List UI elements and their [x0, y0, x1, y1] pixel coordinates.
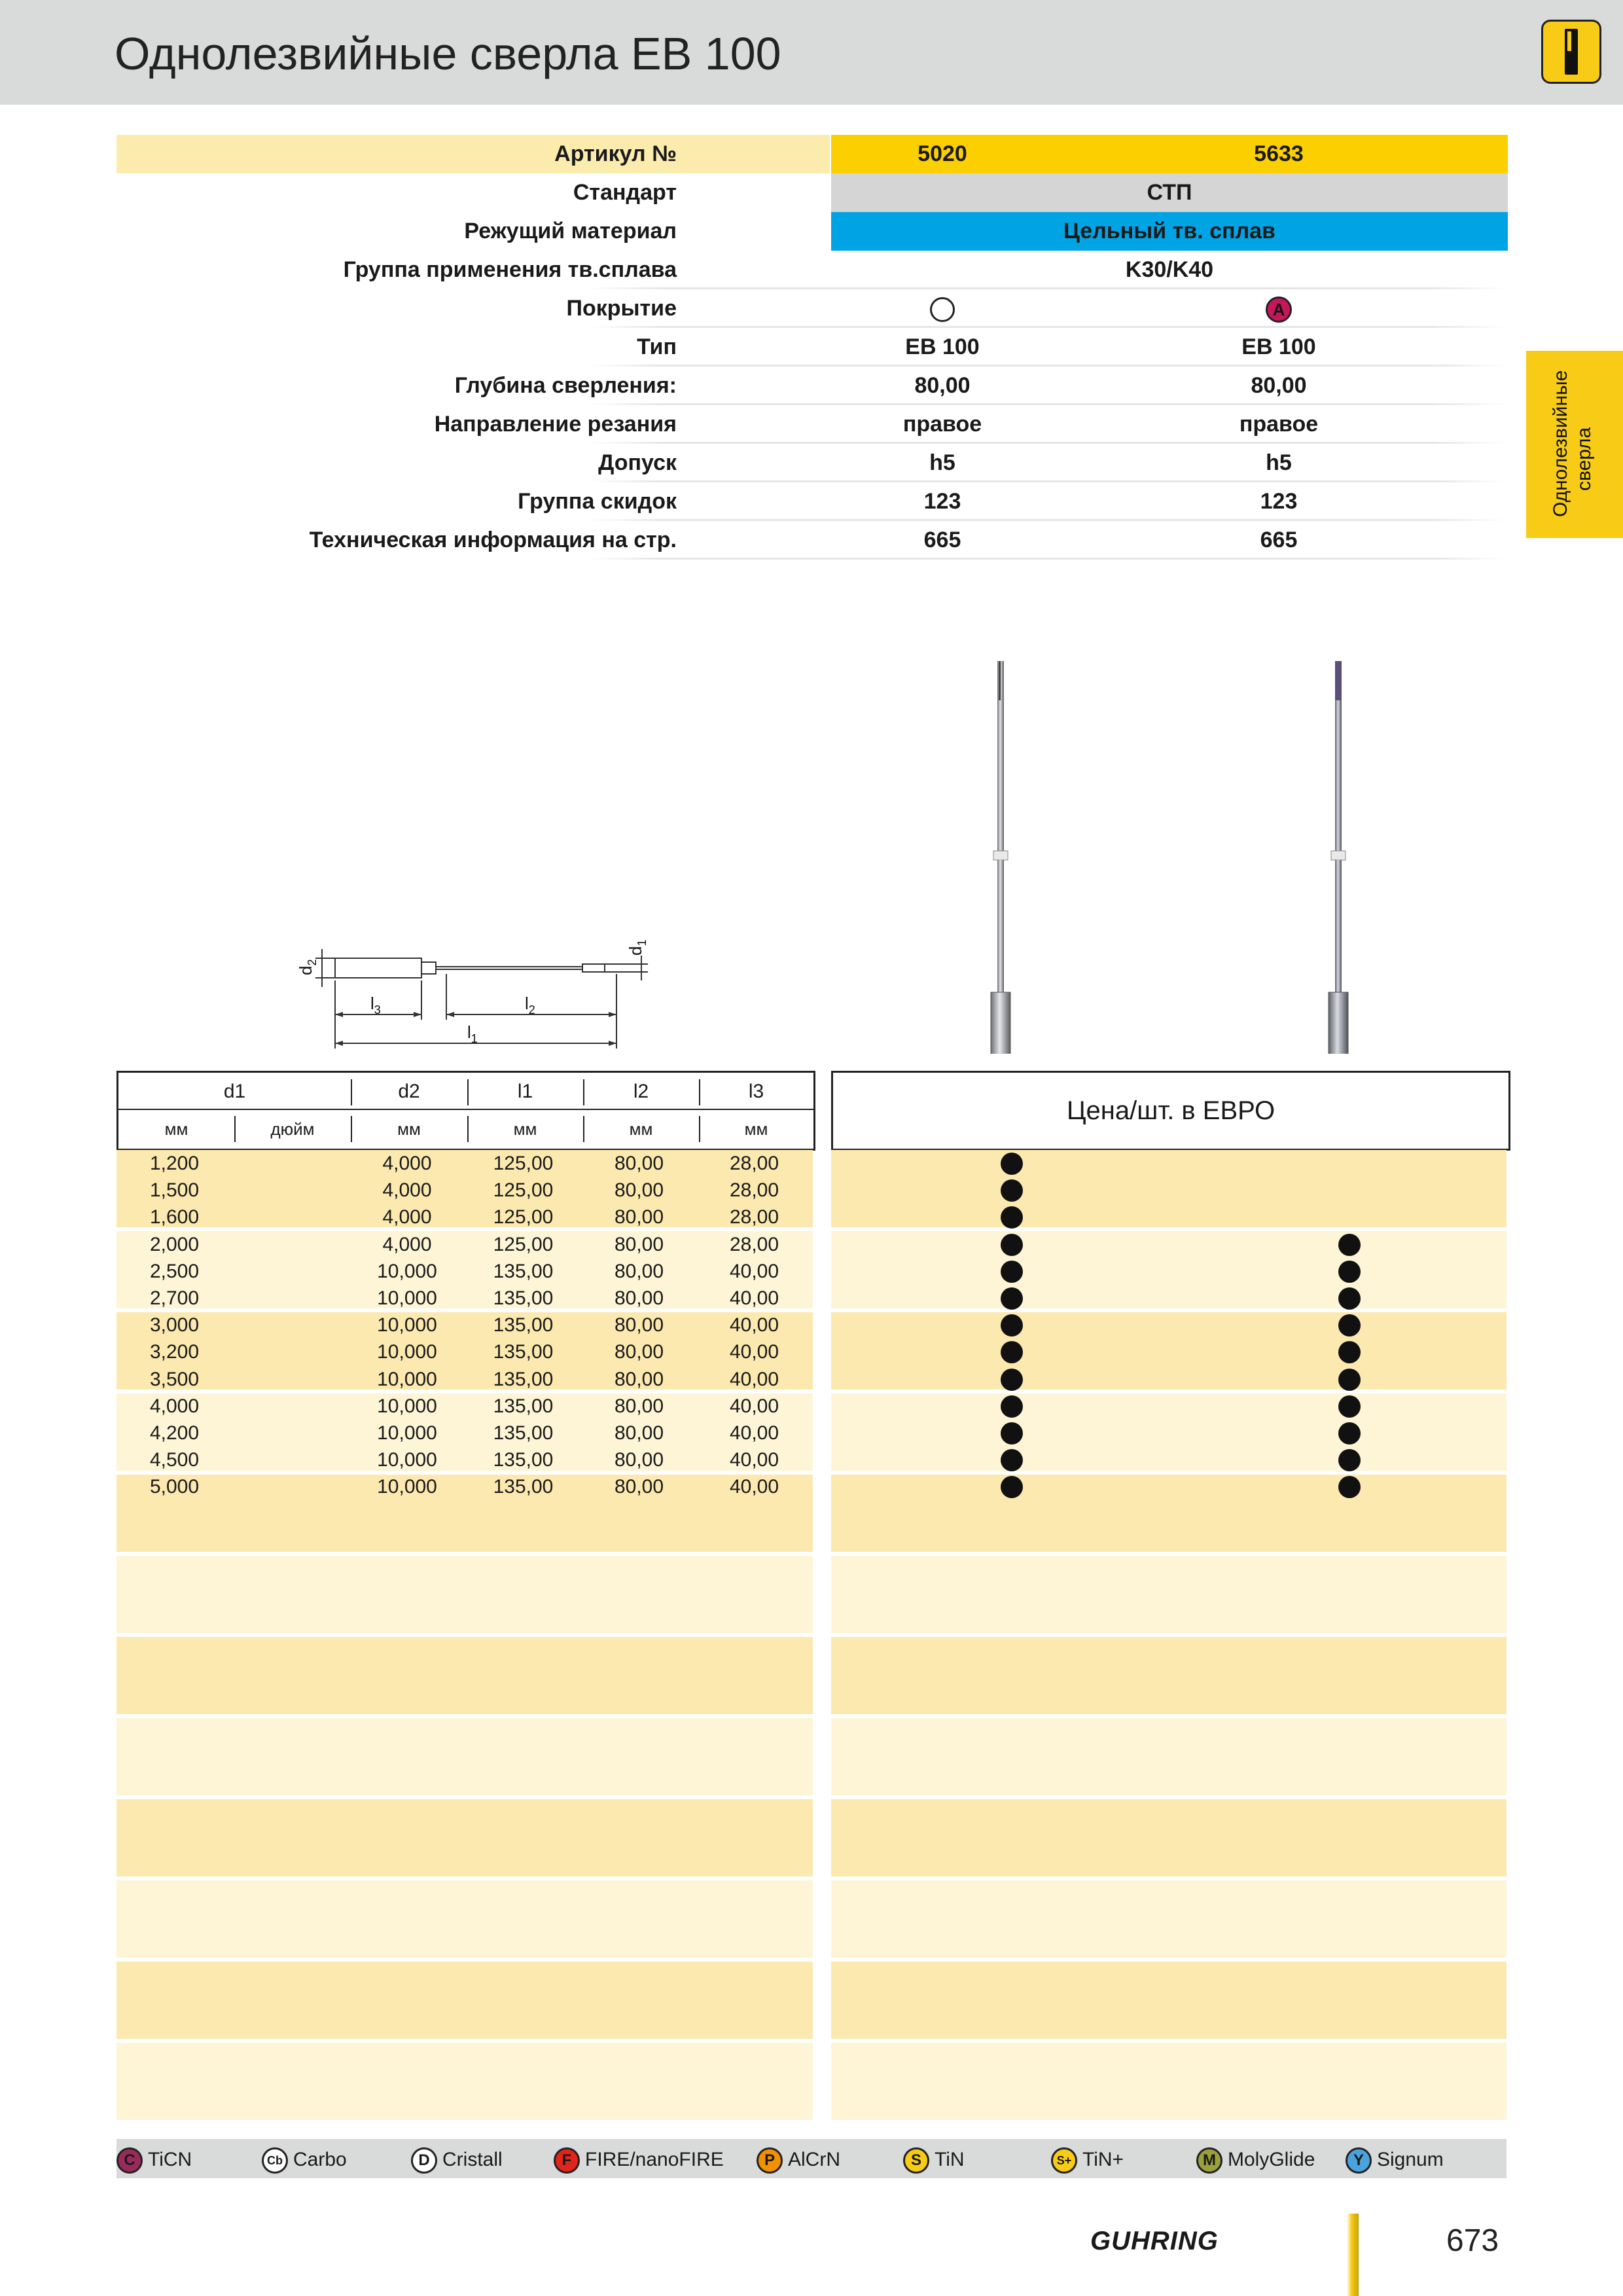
table-band	[116, 1637, 813, 1714]
table-band	[831, 1312, 1507, 1390]
cell-l3: 40,00	[729, 1449, 779, 1471]
price-header	[831, 1071, 1510, 1151]
legend-item	[262, 2145, 347, 2174]
availability-dot-5020[interactable]	[1001, 1449, 1023, 1471]
cell-l3: 40,00	[729, 1476, 779, 1498]
cell-d1: 5,000	[149, 1476, 200, 1498]
type-value-2: EB 100	[1241, 334, 1316, 359]
cell-l3: 40,00	[729, 1395, 779, 1417]
table-band	[116, 1962, 813, 2039]
cell-d2: 10,000	[377, 1260, 437, 1282]
table-band	[831, 1799, 1507, 1876]
material-value: Цельный тв. сплав	[1063, 219, 1275, 243]
depth-label: Глубина сверления:	[454, 373, 677, 398]
coating-none	[831, 289, 1054, 328]
cell-d1: 1,200	[149, 1153, 200, 1174]
discount-row	[116, 482, 1507, 521]
cell-d2: 4,000	[382, 1233, 432, 1255]
coating-badge-icon: S	[903, 2147, 929, 2174]
cell-l2: 80,00	[614, 1179, 664, 1202]
coating-badge-icon: S+	[1051, 2147, 1077, 2174]
cell-l1: 135,00	[493, 1476, 554, 1498]
cell-l1: 135,00	[493, 1395, 554, 1417]
cell-d2: 10,000	[377, 1422, 437, 1444]
article-label: Артикул №	[554, 141, 677, 166]
drill-image-5020	[975, 661, 1027, 1054]
coating-a-icon: A	[1266, 296, 1292, 323]
info-label: Техническая информация на стр.	[309, 528, 677, 552]
cell-l1: 125,00	[493, 1179, 554, 1202]
cell-l3: 40,00	[729, 1341, 779, 1363]
direction-value-2: правое	[1239, 412, 1319, 437]
discount-label: Группа скидок	[518, 489, 677, 514]
col-header-l1: l1	[517, 1081, 533, 1102]
drill-logo-icon	[1541, 20, 1601, 84]
coating-badge-icon: Cb	[262, 2147, 288, 2174]
depth-value-1: 80,00	[914, 373, 971, 398]
legend-label: Cristall	[442, 2149, 503, 2170]
legend-label: FIRE/nanoFIRE	[585, 2149, 724, 2170]
cell-l1: 135,00	[493, 1260, 554, 1282]
availability-dot-5633[interactable]	[1338, 1422, 1361, 1444]
legend-item	[757, 2145, 840, 2174]
cell-l2: 80,00	[614, 1153, 664, 1174]
cell-l1: 135,00	[493, 1341, 554, 1363]
legend-label: TiCN	[148, 2149, 192, 2170]
dimension-table-header	[116, 1071, 815, 1151]
availability-dot-5633[interactable]	[1338, 1449, 1361, 1471]
availability-dot-5633[interactable]	[1338, 1234, 1361, 1256]
page-number: 673	[1446, 2223, 1499, 2258]
discount-value-1: 123	[923, 489, 961, 514]
legend-label: AlCrN	[788, 2149, 840, 2170]
availability-dot-5020[interactable]	[1001, 1287, 1023, 1310]
info-page-link-1[interactable]: 665	[923, 528, 961, 552]
legend-item	[1346, 2145, 1444, 2174]
article-5633: 5633	[1254, 141, 1304, 166]
cell-d2: 10,000	[377, 1368, 437, 1390]
availability-dot-5020[interactable]	[1001, 1369, 1023, 1391]
coating-badge-icon: C	[116, 2147, 143, 2174]
cell-d2: 4,000	[382, 1206, 432, 1229]
cell-d1: 2,500	[149, 1260, 200, 1282]
cell-l1: 135,00	[493, 1287, 554, 1309]
group-value: K30/K40	[1125, 257, 1214, 282]
unit-l3: мм	[744, 1119, 768, 1139]
coating-label: Покрытие	[566, 296, 677, 321]
cell-d2: 4,000	[382, 1179, 432, 1202]
legend-item	[1051, 2145, 1124, 2174]
cell-d2: 10,000	[377, 1449, 437, 1471]
footer-accent-bar	[1347, 2214, 1359, 2296]
legend-item	[116, 2145, 192, 2174]
cell-l1: 135,00	[493, 1422, 554, 1444]
type-label: Тип	[637, 334, 677, 359]
cell-d1: 2,000	[149, 1233, 200, 1255]
tolerance-label: Допуск	[598, 450, 677, 475]
cell-l1: 125,00	[493, 1153, 554, 1174]
material-label: Режущий материал	[464, 219, 677, 243]
svg-text:сверла: сверла	[1573, 427, 1595, 491]
unit-l2: мм	[629, 1119, 653, 1139]
svg-text:l3: $l_3$	[370, 994, 381, 1016]
direction-value-1: правое	[902, 412, 982, 437]
standard-row	[116, 173, 1507, 212]
unit-d1-mm: мм	[164, 1119, 188, 1139]
cell-l3: 28,00	[729, 1179, 779, 1202]
cell-l1: 135,00	[493, 1368, 554, 1390]
discount-value-2: 123	[1260, 489, 1298, 514]
availability-dot-5020[interactable]	[1001, 1395, 1023, 1418]
legend-label: TiN+	[1082, 2149, 1124, 2170]
table-band	[831, 1880, 1507, 1958]
cell-d1: 3,000	[149, 1314, 200, 1336]
legend-item	[554, 2145, 724, 2174]
page-title: Однолезвийные сверла EB 100	[115, 28, 781, 79]
table-band	[831, 1718, 1507, 1795]
availability-dot-5020[interactable]	[1001, 1314, 1023, 1336]
table-band	[116, 2043, 813, 2120]
availability-dot-5633[interactable]	[1338, 1395, 1361, 1418]
tolerance-value-1: h5	[929, 450, 955, 475]
col-header-d2: d2	[398, 1081, 420, 1102]
legend-item	[411, 2145, 503, 2174]
cell-l1: 125,00	[493, 1233, 554, 1255]
table-band	[116, 1556, 813, 1633]
unit-d1-inch: дюйм	[270, 1119, 315, 1139]
info-page-link-2[interactable]: 665	[1260, 528, 1298, 552]
legend-label: Carbo	[293, 2149, 347, 2170]
table-band	[831, 1637, 1507, 1714]
cell-l2: 80,00	[614, 1476, 664, 1498]
cell-l2: 80,00	[614, 1449, 664, 1471]
unit-l1: мм	[513, 1119, 537, 1139]
legend-label: Signum	[1377, 2149, 1444, 2170]
cell-l2: 80,00	[614, 1233, 664, 1255]
cell-l3: 40,00	[729, 1287, 779, 1309]
availability-dot-5633[interactable]	[1338, 1287, 1361, 1310]
cell-l1: 125,00	[493, 1206, 554, 1229]
coating-badge-icon: Y	[1346, 2147, 1372, 2174]
table-band	[116, 1799, 813, 1876]
cell-d1: 4,200	[149, 1422, 200, 1444]
cell-d1: 1,500	[149, 1179, 200, 1202]
availability-dot-5020[interactable]	[1001, 1234, 1023, 1256]
tolerance-row	[116, 444, 1507, 482]
legend-item	[1196, 2145, 1315, 2174]
cell-l3: 40,00	[729, 1422, 779, 1444]
cell-l3: 28,00	[729, 1233, 779, 1255]
cell-d2: 4,000	[382, 1153, 432, 1174]
table-band	[831, 1962, 1507, 2039]
table-band	[831, 1393, 1507, 1471]
group-row	[116, 251, 1507, 289]
svg-text:d1: $d_1$	[626, 939, 649, 956]
brand-logo: GUHRING	[1090, 2227, 1219, 2255]
cell-l3: 40,00	[729, 1314, 779, 1336]
table-band	[831, 1556, 1507, 1633]
availability-dot-5020[interactable]	[1001, 1422, 1023, 1444]
price-header-label: Цена/шт. в ЕВРО	[1066, 1096, 1275, 1125]
cell-l1: 135,00	[493, 1314, 554, 1336]
svg-text:l1: $l_1$	[467, 1022, 478, 1045]
cell-d1: 3,500	[149, 1368, 200, 1390]
coating-badge-icon: D	[411, 2147, 437, 2174]
table-band	[831, 1150, 1507, 1227]
cell-d2: 10,000	[377, 1395, 437, 1417]
technical-drawing	[275, 929, 668, 1060]
side-tab-label	[1529, 353, 1620, 535]
cell-l2: 80,00	[614, 1368, 664, 1390]
unit-d2: мм	[397, 1119, 421, 1139]
table-band	[116, 1718, 813, 1795]
article-5020: 5020	[918, 141, 967, 166]
coating-row	[116, 289, 1507, 328]
cell-l3: 28,00	[729, 1153, 779, 1174]
cell-l3: 40,00	[729, 1368, 779, 1390]
article-row	[116, 135, 1507, 173]
coating-a	[1168, 289, 1390, 328]
info-row	[116, 521, 1507, 560]
drill-image-5633	[1313, 661, 1365, 1054]
col-header-l3: l3	[748, 1081, 764, 1102]
cell-d2: 10,000	[377, 1341, 437, 1363]
svg-text:l2: $l_2$	[525, 994, 535, 1016]
cell-l1: 135,00	[493, 1449, 554, 1471]
availability-dot-5633[interactable]	[1338, 1369, 1361, 1391]
availability-dot-5633[interactable]	[1338, 1261, 1361, 1283]
direction-label: Направление резания	[434, 412, 677, 437]
cell-d1: 4,500	[149, 1449, 200, 1471]
depth-value-2: 80,00	[1251, 373, 1307, 398]
legend-label: TiN	[935, 2149, 965, 2170]
cell-d1: 1,600	[149, 1206, 200, 1229]
svg-text:Однолезвийные: Однолезвийные	[1550, 370, 1571, 517]
availability-dot-5020[interactable]	[1001, 1261, 1023, 1283]
table-band	[831, 1231, 1507, 1308]
tolerance-value-2: h5	[1266, 450, 1292, 475]
legend-label: MolyGlide	[1228, 2149, 1315, 2170]
cell-l2: 80,00	[614, 1260, 664, 1282]
legend-item	[903, 2145, 965, 2174]
coating-badge-icon: P	[757, 2147, 783, 2174]
cell-d2: 10,000	[377, 1476, 437, 1498]
type-row	[116, 328, 1507, 367]
cell-l2: 80,00	[614, 1287, 664, 1309]
availability-dot-5020[interactable]	[1001, 1153, 1023, 1175]
cell-l3: 40,00	[729, 1260, 779, 1282]
cell-l2: 80,00	[614, 1422, 664, 1444]
col-header-l2: l2	[633, 1081, 649, 1102]
availability-dot-5020[interactable]	[1001, 1179, 1023, 1202]
depth-row	[116, 367, 1507, 405]
table-band	[831, 2043, 1507, 2120]
cell-l3: 28,00	[729, 1206, 779, 1229]
cell-d2: 10,000	[377, 1314, 437, 1336]
cell-d1: 3,200	[149, 1341, 200, 1363]
cell-l2: 80,00	[614, 1395, 664, 1417]
coating-badge-icon: M	[1196, 2147, 1222, 2174]
type-value-1: EB 100	[905, 334, 980, 359]
material-row	[116, 212, 1507, 251]
standard-label: Стандарт	[573, 180, 677, 205]
cell-d2: 10,000	[377, 1287, 437, 1309]
cell-d1: 4,000	[149, 1395, 200, 1417]
standard-value: СТП	[1147, 180, 1192, 205]
group-label: Группа применения тв.сплава	[343, 257, 677, 282]
table-band	[116, 1880, 813, 1958]
col-header-d1: d1	[223, 1081, 246, 1102]
cell-l2: 80,00	[614, 1206, 664, 1229]
svg-text:d2: $d_2$	[296, 959, 319, 975]
cell-l2: 80,00	[614, 1341, 664, 1363]
table-band	[831, 1475, 1507, 1552]
coating-badge-icon: F	[554, 2147, 580, 2174]
direction-row	[116, 405, 1507, 444]
uncoated-circle-icon	[930, 297, 955, 322]
cell-l2: 80,00	[614, 1314, 664, 1336]
availability-dot-5633[interactable]	[1338, 1314, 1361, 1336]
cell-d1: 2,700	[149, 1287, 200, 1309]
